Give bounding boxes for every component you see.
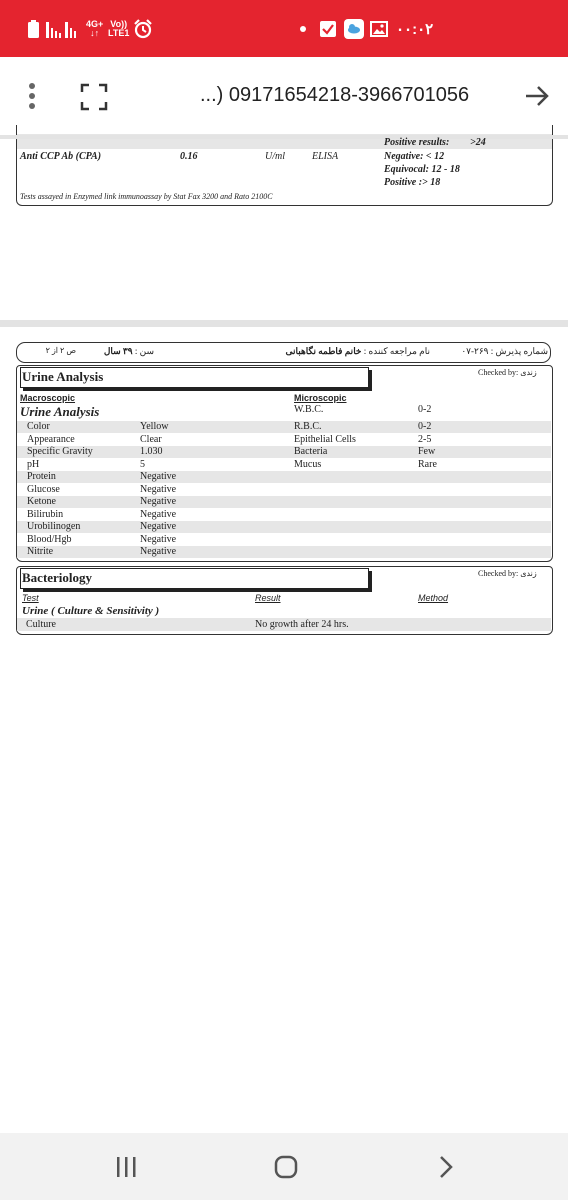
weather-icon bbox=[344, 0, 364, 57]
macro-label: Appearance bbox=[27, 434, 75, 445]
macro-value: Negative bbox=[140, 521, 177, 532]
network-type-top: 4G+ bbox=[86, 18, 104, 29]
micro-label: Mucus bbox=[294, 459, 322, 470]
macro-value: Negative bbox=[140, 484, 177, 495]
alarm-icon bbox=[133, 0, 153, 57]
row-shade bbox=[17, 446, 551, 458]
volte-bottom: LTE1 bbox=[108, 27, 130, 38]
macro-value: Negative bbox=[140, 496, 177, 507]
micro-label: W.B.C. bbox=[294, 404, 324, 415]
col-result-header: Result bbox=[255, 593, 281, 603]
urine-sub-title: Urine Analysis bbox=[20, 404, 100, 419]
micro-value: Few bbox=[418, 446, 436, 457]
ref-positive: Positive :> 18 bbox=[384, 177, 441, 188]
row-shade bbox=[17, 521, 551, 533]
macro-value: Yellow bbox=[140, 421, 169, 432]
system-nav-bar bbox=[0, 1133, 568, 1200]
back-icon[interactable] bbox=[438, 1155, 454, 1184]
patient-age: ۳۹ سال bbox=[103, 346, 133, 356]
patient-age-info bbox=[96, 346, 154, 357]
macro-value: 1.030 bbox=[140, 446, 163, 457]
micro-value: 2-5 bbox=[418, 434, 432, 445]
macro-label: Specific Gravity bbox=[27, 446, 93, 457]
patient-name: خانم فاطمه نگاهبانی bbox=[285, 346, 362, 356]
macro-value: Negative bbox=[140, 546, 177, 557]
macro-value: Negative bbox=[140, 471, 177, 482]
macro-label: pH bbox=[27, 459, 40, 470]
anti-ccp-test-name: Anti CCP Ab (CPA) bbox=[20, 151, 102, 162]
ref-negative: Negative: < 12 bbox=[384, 151, 445, 162]
col-test-header: Test bbox=[22, 593, 39, 603]
forward-arrow-icon[interactable] bbox=[524, 83, 550, 109]
row-shade bbox=[17, 546, 551, 558]
notification-dot-icon bbox=[300, 0, 306, 57]
patient-name-info bbox=[285, 346, 430, 357]
bacteriology-sub-title: Urine ( Culture & Sensitivity ) bbox=[22, 605, 160, 617]
micro-value: 0-2 bbox=[418, 421, 432, 432]
macro-label: Protein bbox=[27, 471, 56, 482]
micro-value: 0-2 bbox=[418, 404, 432, 415]
signal-icon bbox=[46, 0, 80, 57]
macro-label: Urobilinogen bbox=[27, 521, 81, 532]
macro-label: Blood/Hgb bbox=[27, 534, 72, 545]
urine-section-title: Urine Analysis bbox=[22, 369, 104, 384]
macro-label: Nitrite bbox=[27, 546, 54, 557]
anti-ccp-method: ELISA bbox=[312, 151, 339, 162]
gallery-icon bbox=[370, 0, 388, 57]
urine-checked-by: Checked by: زندی bbox=[478, 368, 537, 377]
micro-label: Epithelial Cells bbox=[294, 434, 356, 445]
anti-ccp-value: 0.16 bbox=[180, 151, 198, 162]
clock: ۰۰:۰۲ bbox=[396, 20, 434, 38]
row-shade bbox=[17, 471, 551, 483]
task-check-icon bbox=[320, 0, 336, 57]
anti-ccp-unit: U/ml bbox=[265, 151, 285, 162]
patient-name-label: نام مراجعه کننده : bbox=[363, 346, 430, 356]
culture-label: Culture bbox=[26, 619, 56, 630]
volte-label bbox=[108, 0, 130, 57]
macro-label: Glucose bbox=[27, 484, 60, 495]
bacteriology-title: Bacteriology bbox=[22, 570, 93, 585]
reception-label: شماره پذیرش : bbox=[490, 346, 548, 356]
micro-value: Rare bbox=[418, 459, 437, 470]
macroscopic-header: Macroscopic bbox=[20, 393, 76, 403]
row-shade bbox=[17, 421, 551, 433]
recent-apps-icon[interactable] bbox=[116, 1157, 138, 1182]
ref-equivocal: Equivocal: 12 - 18 bbox=[384, 164, 460, 175]
ref-positive-results-value: >24 bbox=[470, 137, 486, 148]
microscopic-header: Microscopic bbox=[294, 393, 347, 403]
page-info: ص ۲ از ۲ bbox=[45, 346, 76, 355]
ref-positive-results-label: Positive results: bbox=[384, 137, 450, 148]
bacteriology-checked-by: Checked by: زندی bbox=[478, 569, 537, 578]
network-type-bottom: ↓↑ bbox=[90, 27, 100, 38]
macro-label: Ketone bbox=[27, 496, 56, 507]
macro-value: Negative bbox=[140, 534, 177, 545]
col-method-header: Method bbox=[418, 593, 449, 603]
volte-top: Vo)) bbox=[110, 18, 128, 29]
page-separator bbox=[0, 320, 568, 327]
more-options-icon[interactable] bbox=[24, 83, 40, 109]
micro-label: R.B.C. bbox=[294, 421, 322, 432]
macro-label: Color bbox=[27, 421, 50, 432]
reception-info bbox=[461, 346, 548, 357]
row-shade bbox=[17, 496, 551, 508]
network-type-label bbox=[86, 0, 106, 57]
reception-number: ۲۶۹-۰۷ bbox=[461, 346, 489, 356]
macro-label: Bilirubin bbox=[27, 509, 64, 520]
assay-footnote: Tests assayed in Enzymed link immunoassay by Stat Fax 3200 and Rato 2100C bbox=[20, 192, 273, 201]
age-label: سن : bbox=[134, 346, 154, 356]
culture-result: No growth after 24 hrs. bbox=[255, 619, 349, 630]
document-title: ...) 09171654218-3966701056 bbox=[200, 84, 470, 106]
status-bar bbox=[0, 0, 568, 57]
macro-value: Negative bbox=[140, 509, 177, 520]
fullscreen-icon[interactable] bbox=[80, 83, 108, 111]
micro-label: Bacteria bbox=[294, 446, 328, 457]
battery-icon bbox=[28, 0, 39, 57]
macro-value: Clear bbox=[140, 434, 162, 445]
home-icon[interactable] bbox=[274, 1155, 298, 1184]
macro-value: 5 bbox=[140, 459, 145, 470]
